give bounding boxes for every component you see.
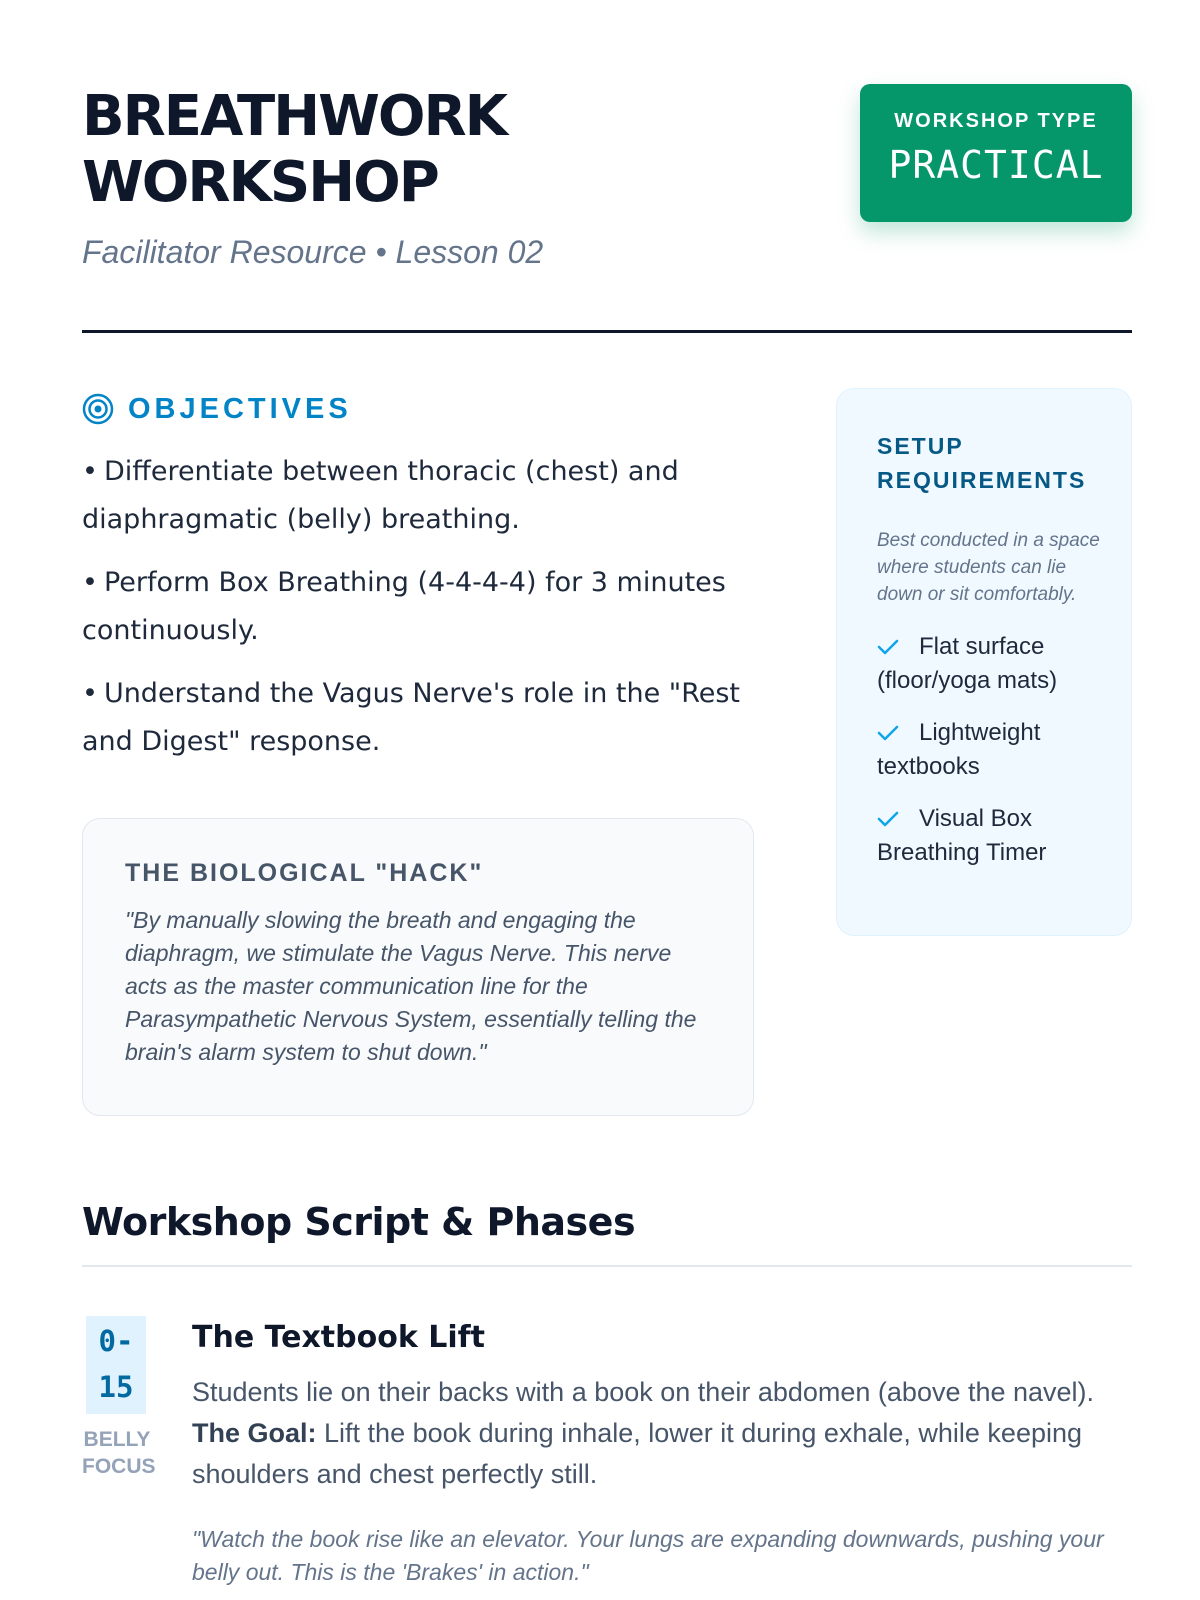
setup-item-text: Lightweight textbooks [877, 719, 1041, 780]
objective-text: Perform Box Breathing (4-4-4-4) for 3 minutes continuously. [82, 567, 726, 646]
check-icon [877, 638, 899, 656]
phase-time-start: 0- [98, 1324, 134, 1358]
objectives-heading [82, 392, 752, 426]
page-title [82, 84, 722, 216]
phase-time-range [86, 1316, 146, 1414]
worksheet-page [82, 0, 1132, 1600]
script-divider [82, 1265, 1132, 1267]
setup-item [877, 716, 1101, 784]
setup-item [877, 630, 1101, 698]
header-divider [82, 330, 1132, 333]
workshop-type-badge [860, 84, 1132, 222]
phase-body [192, 1316, 1132, 1589]
title-line-1: BREATHWORK [82, 84, 507, 149]
setup-list [877, 630, 1101, 870]
check-icon [877, 724, 899, 742]
hack-quote: "By manually slowing the breath and engaging the diaphragm, we stimulate the Vagus Nerve. This nerve acts as the master communication line for the Parasympathetic Nervous System, essentially telling the brain's alarm system to shut down." [125, 907, 697, 1065]
phase-description [192, 1372, 1132, 1495]
phase-desc-part-1: Students lie on their backs with a book on their abdomen (above the navel). [192, 1377, 1095, 1407]
objectives-section [82, 392, 752, 1065]
title-line-2: WORKSHOP [82, 150, 438, 215]
target-icon [82, 393, 114, 425]
workshop-type-value: PRACTICAL [888, 143, 1104, 187]
setup-item [877, 802, 1101, 870]
phase-tag [82, 1426, 156, 1480]
biological-hack-callout [82, 818, 754, 1116]
phase-time-end: 15 [98, 1370, 134, 1404]
setup-item-text: Flat surface (floor/yoga mats) [877, 633, 1058, 694]
setup-requirements-card [836, 388, 1132, 936]
phase-title: The Textbook Lift [192, 1320, 486, 1355]
objectives-heading-text: OBJECTIVES [128, 392, 352, 425]
phase-desc-part-2: Lift the book during inhale, lower it during exhale, while keeping shoulders and chest perfectly still. [192, 1418, 1083, 1489]
setup-item-text: Visual Box Breathing Timer [877, 805, 1047, 866]
objective-text: Differentiate between thoracic (chest) and diaphragmatic (belly) breathing. [82, 456, 679, 535]
setup-title: SETUP REQUIREMENTS [877, 433, 1087, 493]
phase-goal-label: The Goal: [192, 1418, 317, 1448]
objective-text: Understand the Vagus Nerve's role in the "Rest and Digest" response. [82, 678, 741, 757]
header [82, 84, 1132, 334]
page-subtitle: Facilitator Resource • Lesson 02 [82, 234, 544, 270]
phase-tag-line-1: BELLY [83, 1428, 151, 1451]
objective-item: • Understand the Vagus Nerve's role in the "Rest and Digest" response. [82, 678, 741, 757]
objective-item: • Perform Box Breathing (4-4-4-4) for 3 minutes continuously. [82, 567, 726, 646]
check-icon [877, 810, 899, 828]
hack-title: THE BIOLOGICAL "HACK" [125, 859, 484, 887]
objectives-list [82, 448, 752, 766]
phase-tag-line-2: FOCUS [82, 1455, 156, 1478]
workshop-type-label: WORKSHOP TYPE [894, 110, 1098, 132]
phase-quote: "Watch the book rise like an elevator. Your lungs are expanding downwards, pushing your belly out. This is the 'Brakes' in action." [192, 1526, 1104, 1585]
script-section-title: Workshop Script & Phases [82, 1200, 636, 1244]
objective-item: • Differentiate between thoracic (chest) and diaphragmatic (belly) breathing. [82, 456, 679, 535]
setup-note: Best conducted in a space where students can lie down or sit comfortably. [877, 530, 1100, 605]
